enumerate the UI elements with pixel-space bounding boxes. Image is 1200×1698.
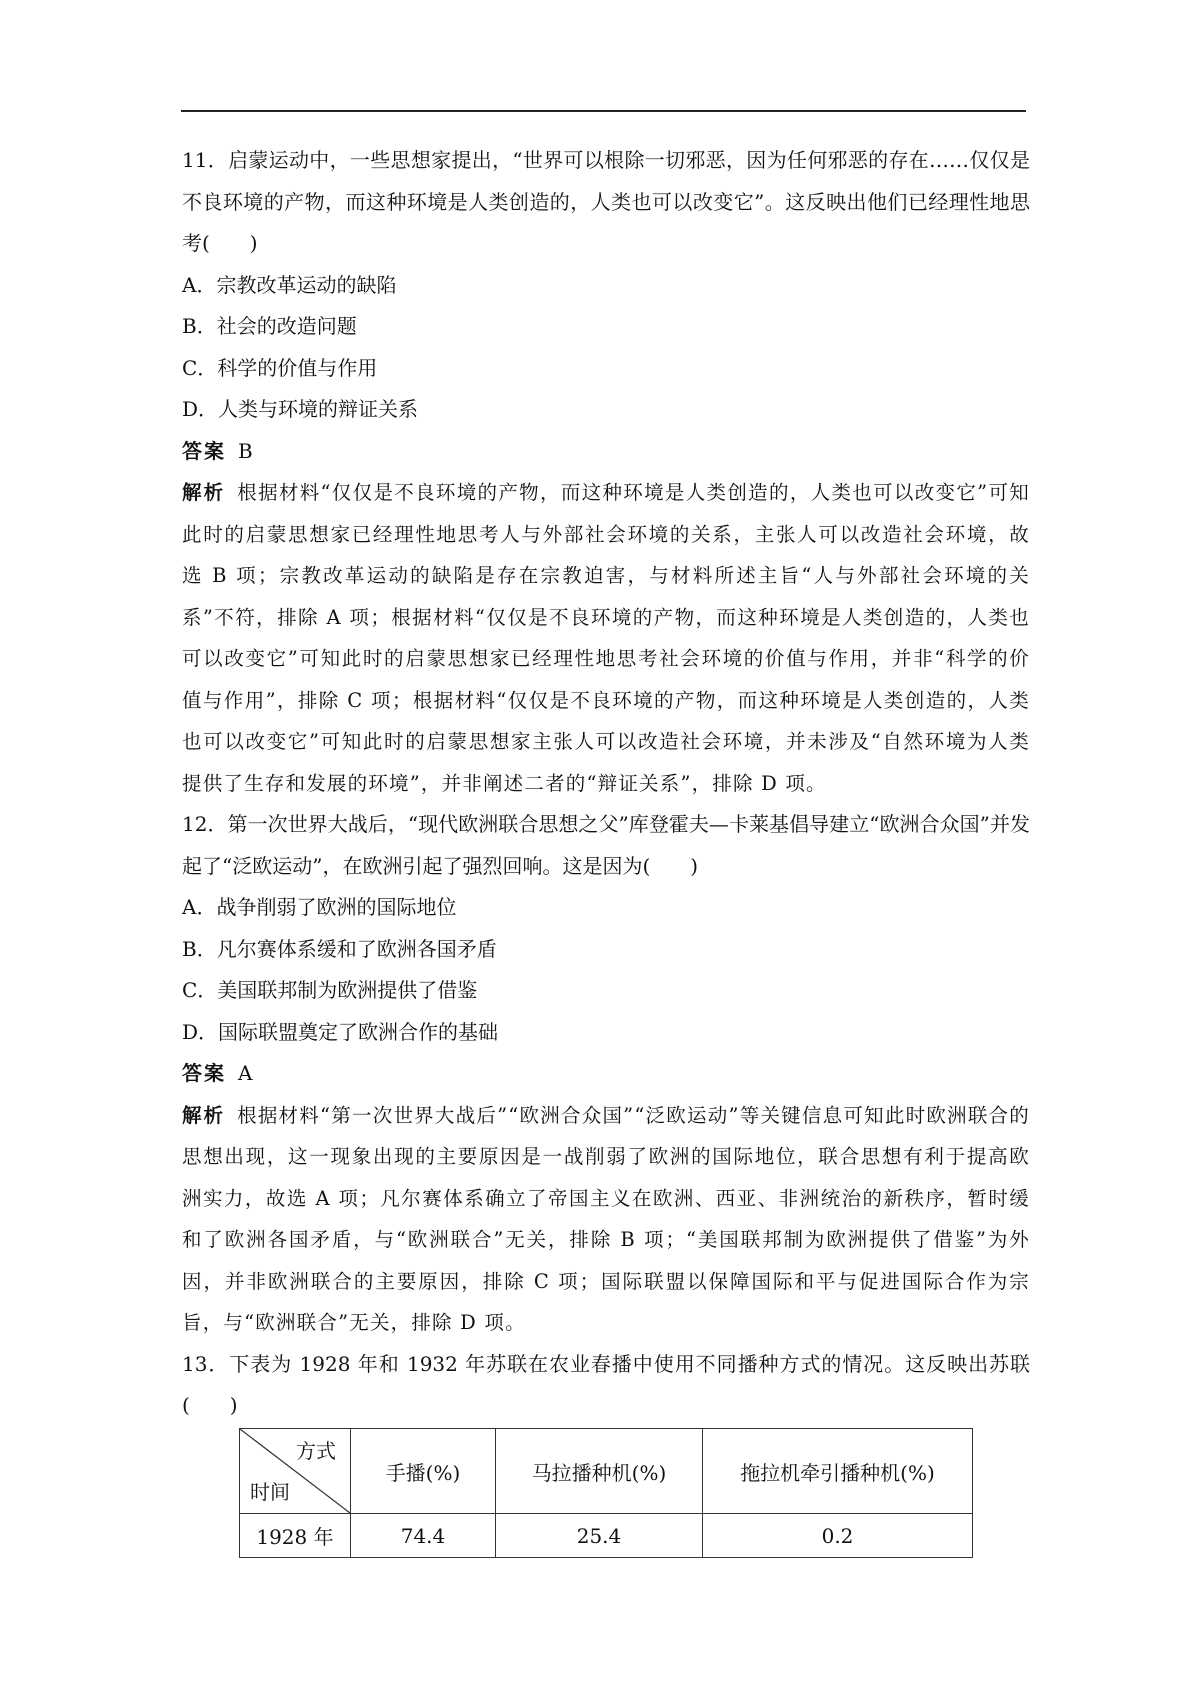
table-cell: 74.4 (351, 1514, 496, 1558)
q12-analysis (182, 1095, 1030, 1344)
question-11-stem: 11．启蒙运动中，一些思想家提出，“世界可以根除一切邪恶，因为任何邪恶的存在……仅仅是不良环境的产物，而这种环境是人类创造的，人类也可以改变它”。这反映出他们已经理性地思考( ) (182, 148, 1030, 255)
answer-value: B (238, 438, 253, 463)
q12-option-a: A．战争削弱了欧洲的国际地位 (182, 895, 457, 919)
analysis-label: 解析 (182, 1103, 226, 1127)
q11-analysis (182, 472, 1030, 804)
table-cell: 0.2 (703, 1514, 973, 1558)
q11-answer (182, 431, 1030, 473)
question-13-stem: 13．下表为 1928 年和 1932 年苏联在农业春播中使用不同播种方式的情况。这反映出苏联( ) (182, 1351, 1030, 1417)
table-header-row (240, 1429, 973, 1514)
analysis-text: 根据材料“仅仅是不良环境的产物，而这种环境是人类创造的，人类也可以改变它”可知此时的启蒙思想家已经理性地思考人与外部社会环境的关系，主张人可以改造社会环境，故选 B 项；宗教改革运动的缺陷是存在宗教迫害，与材料所述主旨“人与外部社会环境的关系”不符，排除 A 项；根据材料“仅仅是不良环境的产物，而这种环境是人类创造的，人类也可以改变它”可知此时的启蒙思想家已经理性地思考社会环境的价值与作用，并非“科学的价值与作用”，排除 C 项；根据材料“仅仅是不良环境的产物，而这种环境是人类创造的，人类也可以改变它”可知此时的启蒙思想家主张人可以改造社会环境，并未涉及“自然环境为人类提供了生存和发展的环境”，并非阐述二者的“辩证关系”，排除 D 项。 (182, 481, 1030, 795)
table-cell: 25.4 (496, 1514, 703, 1558)
question-12-stem: 12．第一次世界大战后，“现代欧洲联合思想之父”库登霍夫—卡莱基倡导建立“欧洲合众国”并发起了“泛欧运动”，在欧洲引起了强烈回响。这是因为( ) (182, 812, 1030, 878)
answer-label: 答案 (182, 438, 226, 463)
header-rule (181, 110, 1026, 112)
answer-value: A (238, 1061, 253, 1085)
answer-label: 答案 (182, 1061, 226, 1085)
q12-option-c: C．美国联邦制为欧洲提供了借鉴 (182, 978, 478, 1002)
q11-option-b: B．社会的改造问题 (182, 314, 357, 338)
document-body (182, 140, 1030, 1427)
analysis-label: 解析 (182, 481, 226, 504)
column-header: 马拉播种机(%) (496, 1429, 703, 1514)
diagonal-header-cell (240, 1429, 351, 1514)
table-row (240, 1514, 973, 1558)
q12-option-d: D．国际联盟奠定了欧洲合作的基础 (182, 1019, 499, 1044)
sowing-methods-table (239, 1428, 973, 1558)
corner-label-method: 方式 (296, 1439, 336, 1463)
q11-option-a: A．宗教改革运动的缺陷 (182, 272, 397, 297)
q12-option-b: B．凡尔赛体系缓和了欧洲各国矛盾 (182, 936, 497, 961)
column-header: 手播(%) (351, 1429, 496, 1514)
column-header: 拖拉机牵引播种机(%) (703, 1429, 973, 1514)
q11-option-d: D．人类与环境的辩证关系 (182, 397, 419, 421)
analysis-text: 根据材料“第一次世界大战后”“欧洲合众国”“泛欧运动”等关键信息可知此时欧洲联合的思想出现，这一现象出现的主要原因是一战削弱了欧洲的国际地位，联合思想有利于提高欧洲实力，故选 A 项；凡尔赛体系确立了帝国主义在欧洲、西亚、非洲统治的新秩序，暂时缓和了欧洲各国矛盾，与“欧洲联合”无关，排除 B 项；“美国联邦制为欧洲提供了借鉴”为外因，并非欧洲联合的主要原因，排除 C 项；国际联盟以保障国际和平与促进国际合作为宗旨，与“欧洲联合”无关，排除 D 项。 (182, 1103, 1030, 1334)
q11-option-c: C．科学的价值与作用 (182, 355, 378, 380)
row-year: 1928 年 (240, 1514, 351, 1558)
q12-answer (182, 1053, 1030, 1095)
corner-label-time: 时间 (250, 1480, 290, 1504)
